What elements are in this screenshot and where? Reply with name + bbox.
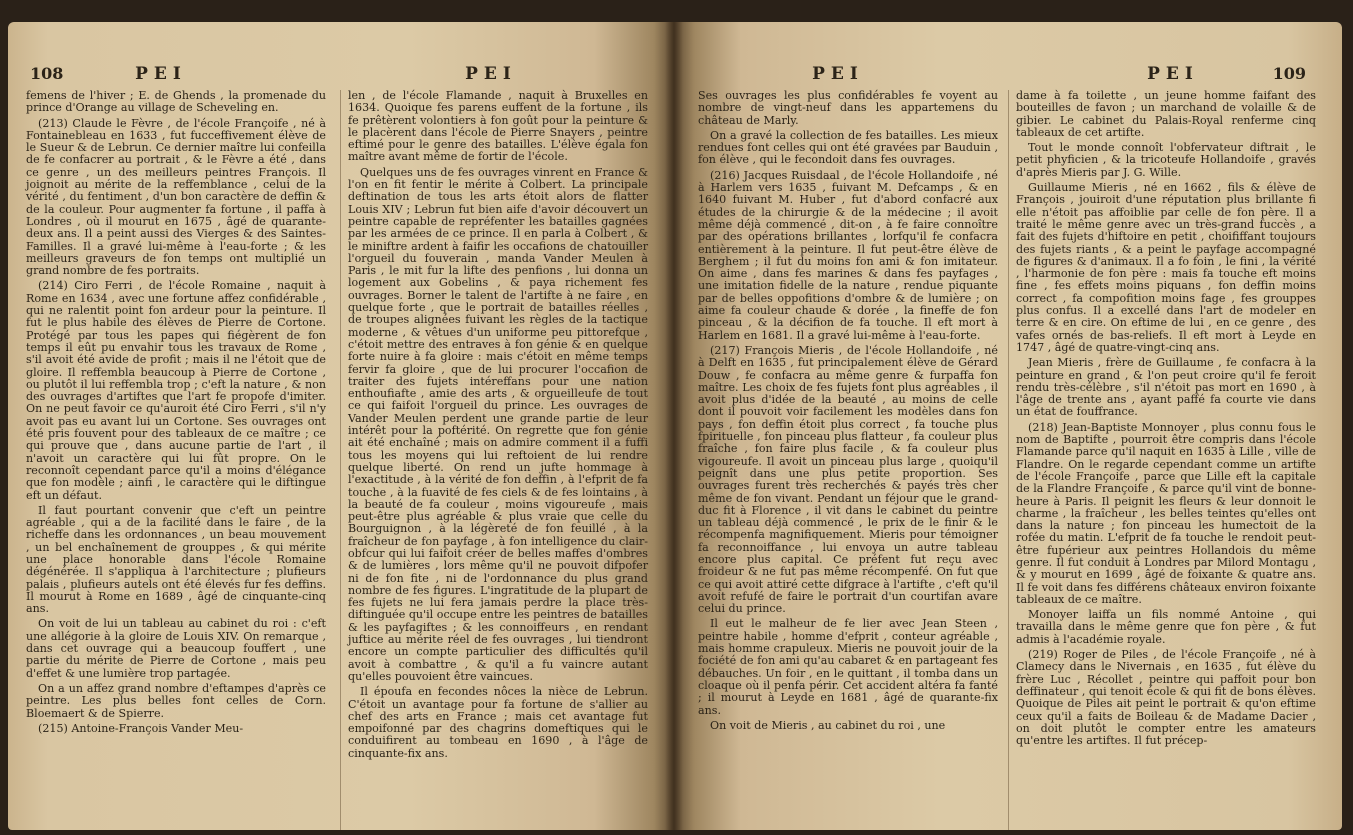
left-running-title-a: PEI [135, 64, 187, 84]
left-page [8, 22, 674, 830]
left-page-number: 108 [30, 64, 64, 83]
paragraph: Il eut le malheur de fe lier avec Jean Steen , peintre habile , homme d'efprit , conteur agréable , mais homme crapuleux. Mieris ne pouvoit jouir de la fociété de fon ami qu'au cabaret & en partageant fes débauches. Un foir , en le quittant , il tomba dans un cloaque où il penfa périr. Cet accident altéra fa fanté ; il mourut à Leyde en 1681 , âgé de quarante-fix ans. [698, 617, 998, 717]
paragraph: Monoyer laiffa un fils nommé Antoine , qui travailla dans le même genre que fon père , & fut admis à l'académie royale. [1016, 608, 1316, 646]
column-rule [1008, 90, 1009, 830]
paragraph: Quelques uns de fes ouvrages vinrent en France & l'on en fit fentir le mérite à Colbert. La principale deftination de tous les arts étoit alors de flatter Louis XIV ; Lebrun fut bien aife d'avoir découvert un peintre capable de repréfenter les batailles gagnées par les armées de ce prince. Il en parla à Colbert , & le miniftre ardent à faifir les occafions de chatouiller l'orgueil du fouverain , manda Vander Meulen à Paris , le mit fur la lifte des penfions , lui donna un logement aux Gobelins , & paya richement fes ouvrages. Borner le talent de l'artifte à ne faire , en quelque forte , que le portrait de batailles réelles , de troupes alignées fuivant les règles de la tactique moderne , & vêtues d'un uniforme peu pittorefque , c'étoit mettre des entraves à fon génie & en quelque forte nuire à fa gloire : mais c'étoit en même temps fervir fa gloire , que de lui procurer l'occafion de traiter des fujets intéreffans pour une nation enthoufiafte , amie des arts , & orgueilleufe de tout ce qui faifoit l'orgueil du prince. Les ouvrages de Vander Meulen perdent une grande partie de leur intérêt pour la poftérité. On regrette que fon génie ait été enchaîné ; mais on admire comment il a fuffi tous les moyens qui lui reftoient de lui rendre quelque liberté. On rend un jufte hommage à l'exactitude , à la vérité de fon deffin , à l'efprit de fa touche , à la fuavité de fes ciels & de fes lointains , à la beauté de fa couleur , moins vigoureufe , mais peut-être plus agréable & plus vraie que celle du Bourguignon , à la légèreté de fon feuillé , à la fraîcheur de fon payfage , à fon intelligence du clair-obfcur qui lui faifoit créer de belles maffes d'ombres & de lumières , lors même qu'il ne pouvoit difpofer ni de fon fite , ni de l'ordonnance du plus grand nombre de fes figures. L'ingratitude de la plupart de fes fujets ne lui fera jamais perdre la place très-diftinguée qu'il occupe entre les peintres de batailles & les payfagiftes ; & les connoiffeurs , en rendant juftice au mérite réel de fes ouvrages , lui tiendront encore un compte particulier des difficultés qu'il avoit à combattre , & qu'il a fu vaincre autant qu'elles pouvoient être vaincues. [348, 165, 648, 683]
paragraph: On voit de Mieris , au cabinet du roi , une [710, 718, 946, 732]
right-page-number: 109 [1272, 64, 1306, 83]
paragraph: (216) Jacques Ruisdaal , de l'école Hollandoife , né à Harlem vers 1635 , fuivant M. Defcamps , & en 1640 fuivant M. Huber , fut d'abord confacré aux études de la chirurgie & de la médecine ; il avoit même déjà commencé , dit-on , à fe faire connoître par des opérations brillantes , lorfqu'il fe confacra entièrement à la peinture. Il fut peut-être élève de Berghem ; il fut du moins fon ami & fon imitateur. On aime , dans fes marines & dans fes payfages , une imitation fidelle de la nature , rendue piquante par de belles oppofitions d'ombre & de lumière ; on aime fa couleur chaude & dorée , la fineffe de fon pinceau , & la décifion de fa touche. Il eft mort à Harlem en 1681. Il a gravé lui-même à l'eau-forte. [698, 168, 998, 342]
paragraph: len , de l'école Flamande , naquit à Bruxelles en 1634. Quoique fes parens euffent de la fortune , ils fe prêtèrent volontiers à fon goût pour la peinture & le placèrent dans l'école de Pierre Snayers , peintre eftimé pour le genre des batailles. L'élève égala fon maître avant même de fortir de l'école. [348, 89, 648, 164]
right-column-1 [698, 90, 998, 732]
paragraph: Tout le monde connoît l'obfervateur diftrait , le petit phyficien , & la tricoteufe Hollandoife , gravés d'après Mieris par J. G. Wille. [1016, 141, 1316, 179]
paragraph: Ses ouvrages les plus confidérables fe voyent au nombre de vingt-neuf dans les appartemens du château de Marly. [698, 89, 998, 127]
right-running-title-b: PEI [1147, 64, 1199, 84]
right-column-2 [1016, 90, 1316, 747]
right-running-head [674, 64, 1342, 92]
paragraph: (215) Antoine-François Vander Meu- [38, 721, 244, 735]
paragraph: (217) François Mieris , de l'école Hollandoife , né à Delft en 1635 , fut principalement élève de Gérard Douw , fe confacra au même genre & furpaffa fon maître. Les choix de fes fujets font plus agréables , il avoit plus d'idée de la beauté , au moins de celle dont il pouvoit voir facilement les modèles dans fon pays , fon deffin étoit plus correct , fa touche plus fpirituelle , fon pinceau plus flatteur , fa couleur plus fraîche , fon faire plus facile , & fa couleur plus vigoureufe. Il avoit un pinceau plus large , quoiqu'il peignît dans une plus petite proportion. Ses ouvrages furent très recherchés & payés très cher même de fon vivant. Pendant un féjour que le grand-duc fit à Florence , il vit dans le cabinet du peintre un tableau déjà commencé , le prix de le finir & le récompenfa magnifiquement. Mieris pour témoigner fa reconnoiffance , lui envoya un autre tableau encore plus capital. Ce préfent fut reçu avec froideur & ne fut pas même récompenfé. On fut que ce qui avoit attiré cette difgrace à l'artifte , c'eft qu'il avoit refufé de faire le portrait d'un courtifan avare celui du prince. [698, 343, 998, 616]
paragraph: (213) Claude le Fèvre , de l'école Françoife , né à Fontainebleau en 1633 , fut fucceffivement élève de le Sueur & de Lebrun. Ce dernier maître lui confeilla de fe confacrer au portrait , & le Fèvre a été , dans ce genre , un des meilleurs peintres François. Il joignoit au mérite de la reffemblance , celui de la vérité , du fentiment , d'un bon caractère de deffin & de la couleur. Pour augmenter fa fortune , il paffa à Londres , où il mourut en 1675 , âgé de quarante-deux ans. Il a peint aussi des Vierges & des Saintes-Familles. Il a gravé lui-même à l'eau-forte ; & les meilleurs graveurs de fon temps ont multiplié un grand nombre de fes portraits. [26, 116, 326, 278]
paragraph: On a gravé la collection de fes batailles. Les mieux rendues font celles qui ont été gravées par Bauduin , fon élève , qui le fecondoit dans fes ouvrages. [698, 128, 998, 167]
paragraph: femens de l'hiver ; E. de Ghends , la promenade du prince d'Orange au village de Scheveling en. [26, 89, 326, 115]
paragraph: (214) Ciro Ferri , de l'école Romaine , naquit à Rome en 1634 , avec une fortune affez confidérable , qui ne ralentit point fon ardeur pour la peinture. Il fut le plus habile des élèves de Pierre de Cortone. Protégé par tous les papes qui fiégèrent de fon temps il eût pu envahir tous les travaux de Rome , s'il avoit été avide de profit ; mais il ne l'étoit que de gloire. Il reffembla beaucoup à Pierre de Cortone , ou plutôt il lui reffembla trop ; c'eft la nature , & non des ouvrages d'artiftes que l'art fe propofe d'imiter. On ne peut favoir ce qu'auroit été Ciro Ferri , s'il n'y avoit pas eu avant lui un Cortone. Ses ouvrages ont été pris fouvent pour des tableaux de ce maître ; ce qui prouve que , dans aucune partie de l'art , il n'avoit un caractère qui lui fût propre. On le reconnoît cependant parce qu'il a moins d'élégance que fon modèle ; ainfi , le caractère qui le diftingue eft un défaut. [26, 279, 326, 502]
paragraph: (219) Roger de Piles , de l'école Françoife , né à Clamecy dans le Nivernais , en 1635 , fut élève du frère Luc , Récollet , peintre qui paffoit pour bon deffinateur , qui tenoit école & qui fit de bons élèves. Quoique de Piles ait peint le portrait & qu'on eftime ceux qu'il a faits de Boileau & de Madame Dacier , on doit plutôt le compter entre les amateurs qu'entre les artiftes. Il fut précep- [1016, 648, 1316, 748]
paragraph: Jean Mieris , frère de Guillaume , fe confacra à la peinture en grand , & l'on peut croire qu'il fe feroit rendu très-célèbre , s'il n'étoit pas mort en 1690 , à l'âge de trente ans , ayant paffé fa courte vie dans un état de fouffrance. [1016, 356, 1316, 419]
left-running-title-b: PEI [465, 64, 517, 84]
paragraph: On voit de lui un tableau au cabinet du roi : c'eft une allégorie à la gloire de Louis XIV. On remarque , dans cet ouvrage qui a beaucoup fouffert , une partie du mérite de Pierre de Cortone , mais peu d'effet & une lumière trop partagée. [26, 617, 326, 680]
paragraph: On a un affez grand nombre d'eftampes d'après ce peintre. Les plus belles font celles de Corn. Bloemaert & de Spierre. [26, 681, 326, 720]
left-running-head [8, 64, 674, 92]
right-page [674, 22, 1342, 830]
book-gutter [665, 22, 683, 830]
paragraph: Guillaume Mieris , né en 1662 , fils & élève de François , jouiroit d'une réputation plus brillante fi elle n'étoit pas affoiblie par celle de fon père. Il a traité le même genre avec un très-grand fuccès , a fait des fujets d'hiftoire en petit , choififfant toujours des fujets riants , & a peint le payfage accompagné de figures & d'animaux. Il a fo foin , le fini , la vérité , l'harmonie de fon père : mais fa touche eft moins fine , fes effets moins piquans , fon deffin moins correct , fa compofition moins fage , fes grouppes plus confus. Il a excellé dans l'art de modeler en terre & en cire. On eftime de lui , en ce genre , des vafes ornés de bas-reliefs. Il eft mort à Leyde en 1747 , âgé de quatre-vingt-cinq ans. [1016, 181, 1316, 354]
left-column-1 [26, 90, 326, 735]
column-rule [340, 90, 341, 830]
paragraph: Il époufa en fecondes nôces la nièce de Lebrun. C'étoit un avantage pour fa fortune de s'allier au chef des arts en France ; mais cet avantage fut empoifonné par des chagrins domeftiques qui le conduifirent au tombeau en 1690 , à l'âge de cinquante-fix ans. [348, 685, 648, 760]
paragraph: Il faut pourtant convenir que c'eft un peintre agréable , qui a de la facilité dans le faire , de la richeffe dans les ordonnances , un beau mouvement , un bel enchaînement de grouppes , & qui mérite une place honorable dans l'école Romaine dégénérée. Il s'appliqua à l'architecture ; plufieurs palais , plufieurs autels ont été élevés fur fes deffins. Il mourut à Rome en 1689 , âgé de cinquante-cinq ans. [26, 503, 326, 616]
paragraph: dame à fa toilette , un jeune homme faifant des bouteilles de favon ; un marchand de volaille & de gibier. Le cabinet du Palais-Royal renferme cinq tableaux de cet artifte. [1016, 89, 1316, 139]
paragraph: (218) Jean-Baptiste Monnoyer , plus connu fous le nom de Baptifte , pourroit être compris dans l'école Flamande parce qu'il naquit en 1635 à Lille , ville de Flandre. On le regarde cependant comme un artifte de l'école Françoife , parce que Lille eft la capitale de la Flandre Françoife , & parce qu'il vint de bonne-heure à Paris. Il peignit les fleurs & leur donnoit le charme , la fraîcheur , les belles teintes qu'elles ont dans la nature ; fon pinceau les humectoit de la rofée du matin. L'efprit de fa touche le rendoit peut-être fupérieur aux peintres Hollandois du même genre. Il fut conduit à Londres par Milord Montagu , & y mourut en 1699 , âgé de foixante & quatre ans. Il fe voit dans fes différens châteaux environ foixante tableaux de ce maître. [1016, 420, 1316, 606]
right-running-title-a: PEI [812, 64, 864, 84]
left-column-2 [348, 90, 648, 760]
